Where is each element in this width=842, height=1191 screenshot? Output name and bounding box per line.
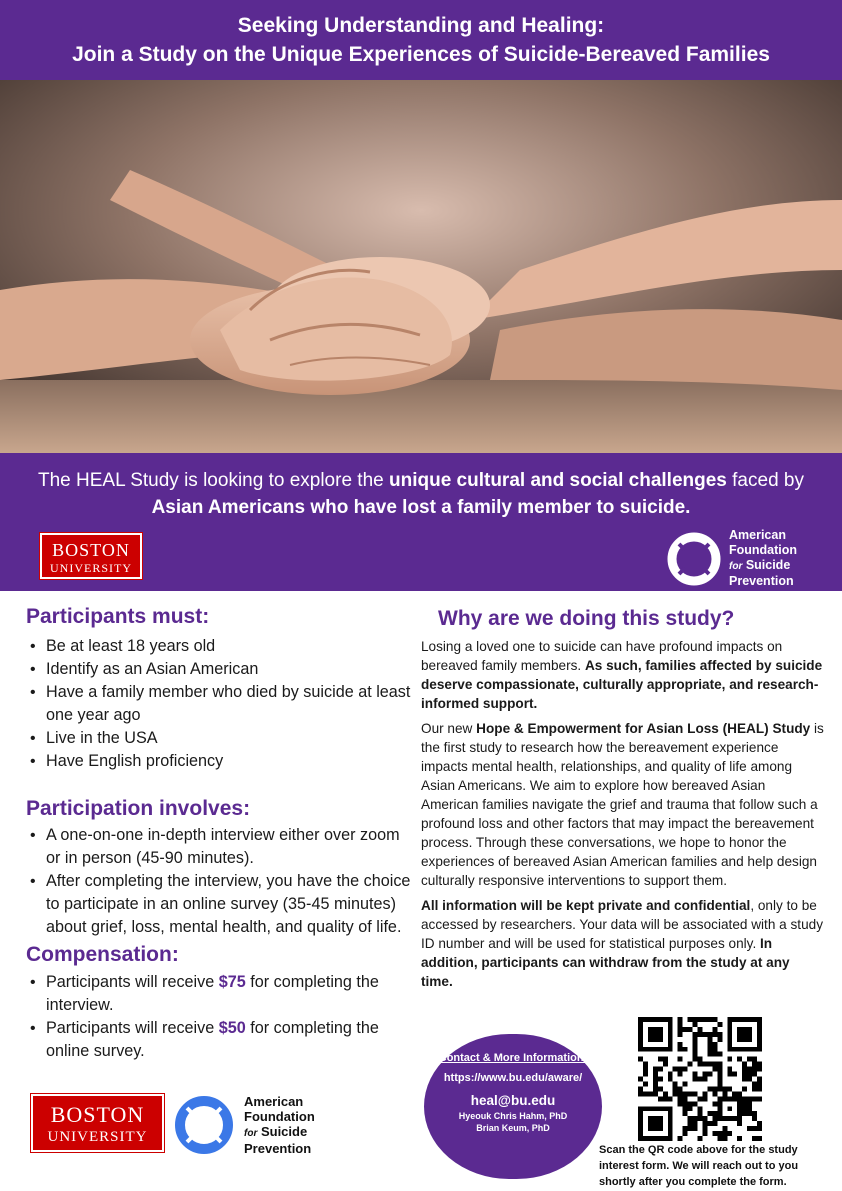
why-p3-text: , only to be accessed by researchers. Your data will be associated with a study ID number and will be used for statistical purposes only. [421,898,823,951]
left-column [26,603,411,1063]
afsp-logo-bottom [174,1094,315,1156]
hands-photo [0,80,842,453]
list-item: • Have English proficiency [26,750,411,773]
intro-text [20,467,822,521]
list-item [26,1017,411,1063]
list-item: • Have a family member who died by suicide at least one year ago [26,681,411,727]
participants-list [26,635,411,773]
contact-heading: Contact & More Information: [438,1052,588,1064]
why-p2-bold: Hope & Empowerment for Asian Loss (HEAL) Study [476,721,811,736]
afsp-line1: American [244,1094,304,1109]
lifebuoy-icon [667,532,721,586]
afsp-for: for [244,1128,258,1139]
contact-name-2: Brian Keum, PhD [476,1123,550,1133]
why-paragraph-1 [421,637,825,713]
afsp-line4: Prevention [729,574,794,588]
why-paragraph-2 [421,719,825,890]
header-banner [0,0,842,80]
boston-university-logo-bottom [31,1094,164,1152]
list-item: • Be at least 18 years old [26,635,411,658]
why-paragraph-3 [421,896,825,991]
afsp-line2: Foundation [729,543,798,557]
afsp-line1: American [729,528,786,542]
bu-logo-line1: BOSTON [52,540,130,560]
afsp-logo [667,528,797,589]
contact-url-link[interactable]: https://www.bu.edu/aware/ [443,1072,583,1084]
comp2-pre: Participants will receive [46,1019,219,1037]
bu-logo-line2: UNIVERSITY [47,1129,148,1145]
list-item: • Live in the USA [26,727,411,750]
lifebuoy-icon [174,1095,234,1155]
afsp-logo-text [244,1094,315,1156]
comp1-amount: $75 [218,973,246,991]
afsp-line3: Suicide [257,1124,308,1139]
intro-bold2: Asian Americans who have lost a family member to suicide. [151,497,691,518]
intro-part1: The HEAL Study is looking to explore the [38,470,389,491]
why-p1-bold: As such, families affected by suicide deserve compassionate, culturally appropriate, and research-informed support. [421,658,823,711]
page-title-line1: Seeking Understanding and Healing: [237,14,605,37]
contact-email-link[interactable]: heal@bu.edu [470,1093,556,1108]
list-item: • Identify as an Asian American [26,658,411,681]
compensation-list [26,971,411,1063]
contact-name-1: Hyeouk Chris Hahm, PhD [458,1111,568,1121]
qr-caption: Scan the QR code above for the study interest form. We will reach out to you shortly after you complete the form. [599,1144,799,1188]
involves-heading: Participation involves: [26,797,251,820]
intro-bold1: unique cultural and social challenges [389,470,727,491]
why-p3-bold2: In addition, participants can withdraw from the study at any time. [421,936,790,989]
comp1-post: for completing the interview. [46,973,379,1014]
list-item [26,971,411,1017]
involves-list [26,824,411,939]
bu-logo-line2: UNIVERSITY [50,561,132,575]
afsp-for: for [729,561,743,572]
comp2-amount: $50 [218,1019,246,1037]
why-p1-text: Losing a loved one to suicide can have profound impacts on bereaved family members. [421,639,783,673]
qr-code[interactable] [638,1017,762,1141]
contact-oval [424,1034,602,1179]
why-p3-bold: All information will be kept private and confidential [421,898,751,913]
page-title-line2: Join a Study on the Unique Experiences of Suicide-Bereaved Families [72,43,770,66]
hands-illustration [0,80,842,453]
intro-part2: faced by [726,470,804,491]
afsp-line3: Suicide [742,558,791,572]
boston-university-logo [40,533,142,579]
why-p2-pre: Our new [421,721,477,736]
afsp-logo-text [729,528,797,589]
right-column [421,605,825,991]
participants-heading: Participants must: [26,605,210,628]
afsp-line2: Foundation [244,1109,315,1124]
list-item: • After completing the interview, you have the choice to participate in an online survey (35-45 minutes) about grief, loss, mental health, and quality of life. [26,870,411,939]
why-heading: Why are we doing this study? [438,607,735,630]
comp2-post: for completing the online survey. [46,1019,379,1060]
why-p2-text: is the first study to research how the bereavement experience impacts mental health, relationships, and quality of life among Asian Americans. We aim to explore how bereaved Asian American families navigate the grief and trauma that follow such a profound loss and other factors that may impact the bereavement process. Through these conversations, we hope to honor the experiences of bereaved Asian American families and help design culturally responsive interventions to support them. [421,721,824,888]
comp1-pre: Participants will receive [46,973,219,991]
compensation-heading: Compensation: [26,943,179,966]
list-item: • A one-on-one in-depth interview either over zoom or in person (45-90 minutes). [26,824,411,870]
bu-logo-line1: BOSTON [50,1102,145,1127]
afsp-line4: Prevention [244,1141,312,1156]
